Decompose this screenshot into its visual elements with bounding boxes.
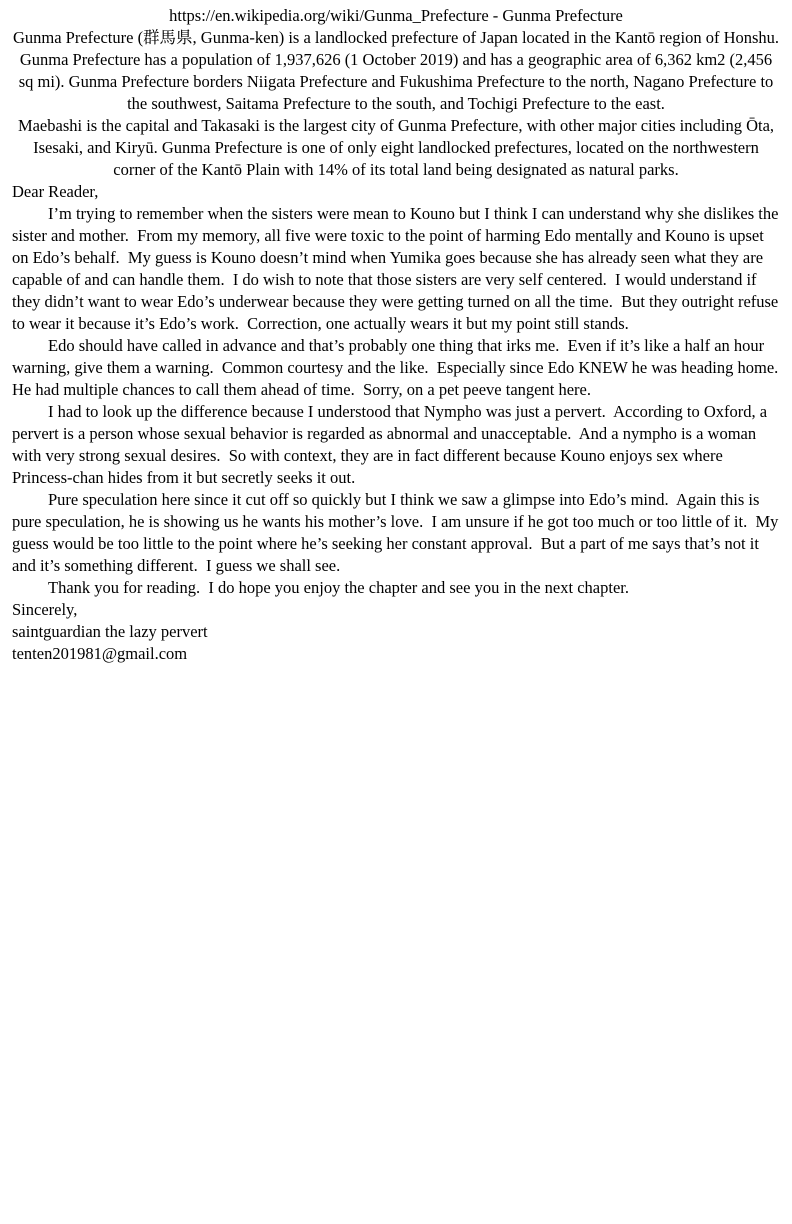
signature-name: saintguardian the lazy pervert (12, 622, 208, 641)
page-url-title: https://en.wikipedia.org/wiki/Gunma_Prefecture - Gunma Prefecture (169, 6, 623, 25)
letter-body (12, 181, 787, 665)
letter-salutation: Dear Reader, (12, 182, 99, 201)
letter-paragraph-1: I’m trying to remember when the sisters were mean to Kouno but I think I can understand why she dislikes the sister and mother. From my memory, all five were toxic to the point of harming Edo mentally and Kouno is upset on Edo’s behalf. My guess is Kouno doesn’t mind when Yumika goes because she has already seen what they are capable of and can handle them. I do wish to note that those sisters are very self centered. I would understand if they didn’t want to wear Edo’s underwear because they were getting turned on all the time. But they outright refuse to wear it because it’s Edo’s work. Correction, one actually wears it but my point still stands. (12, 204, 783, 333)
signature-email: tenten201981@gmail.com (12, 644, 188, 663)
letter-paragraph-2: Edo should have called in advance and that’s probably one thing that irks me. Even if it’s like a half an hour warning, give them a warning. Common courtesy and the like. Especially since Edo KNEW he was heading home. He had multiple chances to call them ahead of time. Sorry, on a pet peeve tangent here. (12, 336, 787, 399)
letter-paragraph-4: Pure speculation here since it cut off so quickly but I think we saw a glimpse into Edo’s mind. Again this is pure speculation, he is showing us he wants his mother’s love. I am unsure if he got too much or too little of it. My guess would be too little to the point where he’s seeking her constant approval. But a part of me says that’s not it and it’s something different. I guess we shall see. (12, 490, 783, 575)
letter-paragraph-3: I had to look up the difference because I understood that Nympho was just a pervert. According to Oxford, a pervert is a person whose sexual behavior is regarded as abnormal and unacceptable. And a nympho is a woman with very strong sexual desires. So with context, they are in fact different because Kouno enjoys sex where Princess-chan hides from it but secretly seeks it out. (12, 402, 772, 487)
wiki-excerpt-paragraph-1: Gunma Prefecture (群馬県, Gunma-ken) is a landlocked prefecture of Japan located in the Kantō region of Honshu. Gunma Prefecture has a population of 1,937,626 (1 October 2019) and has a geographic area of 6,362 km2 (2,456 sq mi). Gunma Prefecture borders Niigata Prefecture and Fukushima Prefecture to the north, Nagano Prefecture to the southwest, Saitama Prefecture to the south, and Tochigi Prefecture to the east. (12, 28, 784, 113)
letter-signoff: Sincerely, (12, 600, 78, 619)
wiki-excerpt-paragraph-2: Maebashi is the capital and Takasaki is the largest city of Gunma Prefecture, with other major cities including Ōta, Isesaki, and Kiryū. Gunma Prefecture is one of only eight landlocked prefectures, located on the northwestern corner of the Kantō Plain with 14% of its total land being designated as natural parks. (17, 116, 779, 179)
letter-closing-paragraph: Thank you for reading. I do hope you enjoy the chapter and see you in the next chapter. (48, 578, 629, 597)
wiki-excerpt-header (12, 5, 784, 181)
